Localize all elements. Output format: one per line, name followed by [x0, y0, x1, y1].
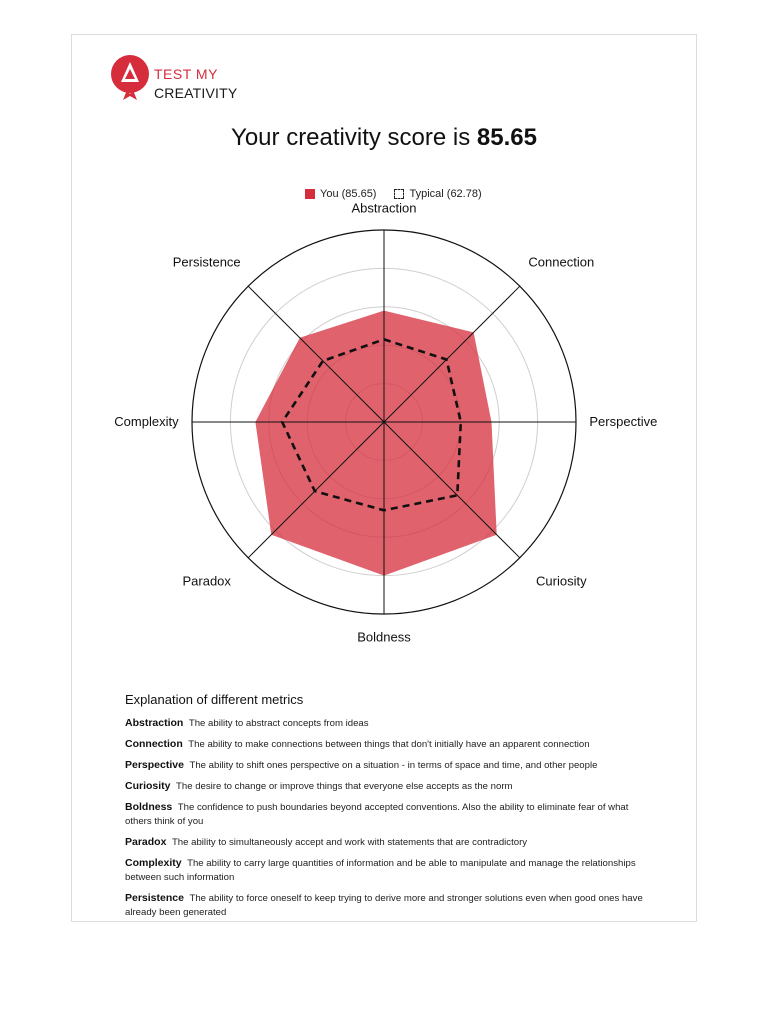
- title-prefix: Your creativity score is: [231, 124, 477, 151]
- metric-term: Paradox: [125, 836, 167, 848]
- legend-you-swatch: [305, 189, 315, 199]
- metric-description: The ability to abstract concepts from ideas: [188, 718, 369, 729]
- metric-item: [125, 758, 655, 773]
- metric-term: Connection: [125, 738, 183, 750]
- axis-label: Complexity: [114, 414, 179, 429]
- metric-item: [125, 856, 655, 885]
- legend-typical-label: Typical (62.78): [409, 188, 482, 200]
- metric-description: The ability to carry large quantities of information and be able to manipulate and manage the relationships between such information: [125, 858, 636, 883]
- axis-label: Connection: [528, 254, 595, 270]
- metric-description: The ability to simultaneously accept and work with statements that are contradictory: [171, 837, 528, 848]
- brand-line-2: CREATIVITY: [154, 85, 238, 101]
- metric-description: The ability to shift ones perspective on a situation - in terms of space and time, and other people: [189, 760, 598, 771]
- brand-line-1: TEST MY: [154, 66, 218, 82]
- explanation-title: Explanation of different metrics: [125, 692, 304, 707]
- chart-legend: [305, 188, 482, 200]
- metric-term: Persistence: [125, 892, 184, 904]
- legend-typical-swatch: [394, 189, 404, 199]
- metric-description: The desire to change or improve things that everyone else accepts as the norm: [176, 781, 513, 792]
- brand-logo: [110, 54, 250, 104]
- axis-label: Boldness: [357, 629, 411, 645]
- axis-label: Paradox: [182, 573, 231, 589]
- metric-description: The ability to force oneself to keep trying to derive more and stronger solutions even when good ones have already been generated: [125, 893, 643, 918]
- metric-list: [125, 716, 655, 920]
- metrics-explanation: [125, 692, 655, 926]
- axis-label: Curiosity: [536, 573, 587, 589]
- logo-badge-icon: [110, 54, 150, 102]
- metric-item: [125, 779, 655, 794]
- metric-item: [125, 800, 655, 829]
- creativity-score: 85.65: [476, 124, 537, 151]
- metric-term: Perspective: [125, 759, 184, 771]
- metric-description: The confidence to push boundaries beyond accepted conventions. Also the ability to eliminate fear of what others think of you: [125, 802, 629, 827]
- metric-item: [125, 891, 655, 920]
- metric-description: The ability to make connections between things that don't initially have an apparent connection: [188, 739, 590, 750]
- metric-item: [125, 835, 655, 850]
- axis-label: Abstraction: [351, 200, 417, 216]
- metric-term: Complexity: [125, 857, 182, 869]
- metric-item: [125, 737, 655, 752]
- metric-term: Abstraction: [125, 717, 184, 729]
- metric-item: [125, 716, 655, 731]
- axis-label: Persistence: [172, 254, 241, 270]
- axis-label: Perspective: [589, 414, 658, 429]
- radar-chart: [71, 200, 661, 645]
- legend-you-label: You (85.65): [320, 188, 377, 200]
- metric-term: Boldness: [125, 801, 173, 813]
- page-title: [0, 124, 768, 152]
- metric-term: Curiosity: [125, 780, 171, 792]
